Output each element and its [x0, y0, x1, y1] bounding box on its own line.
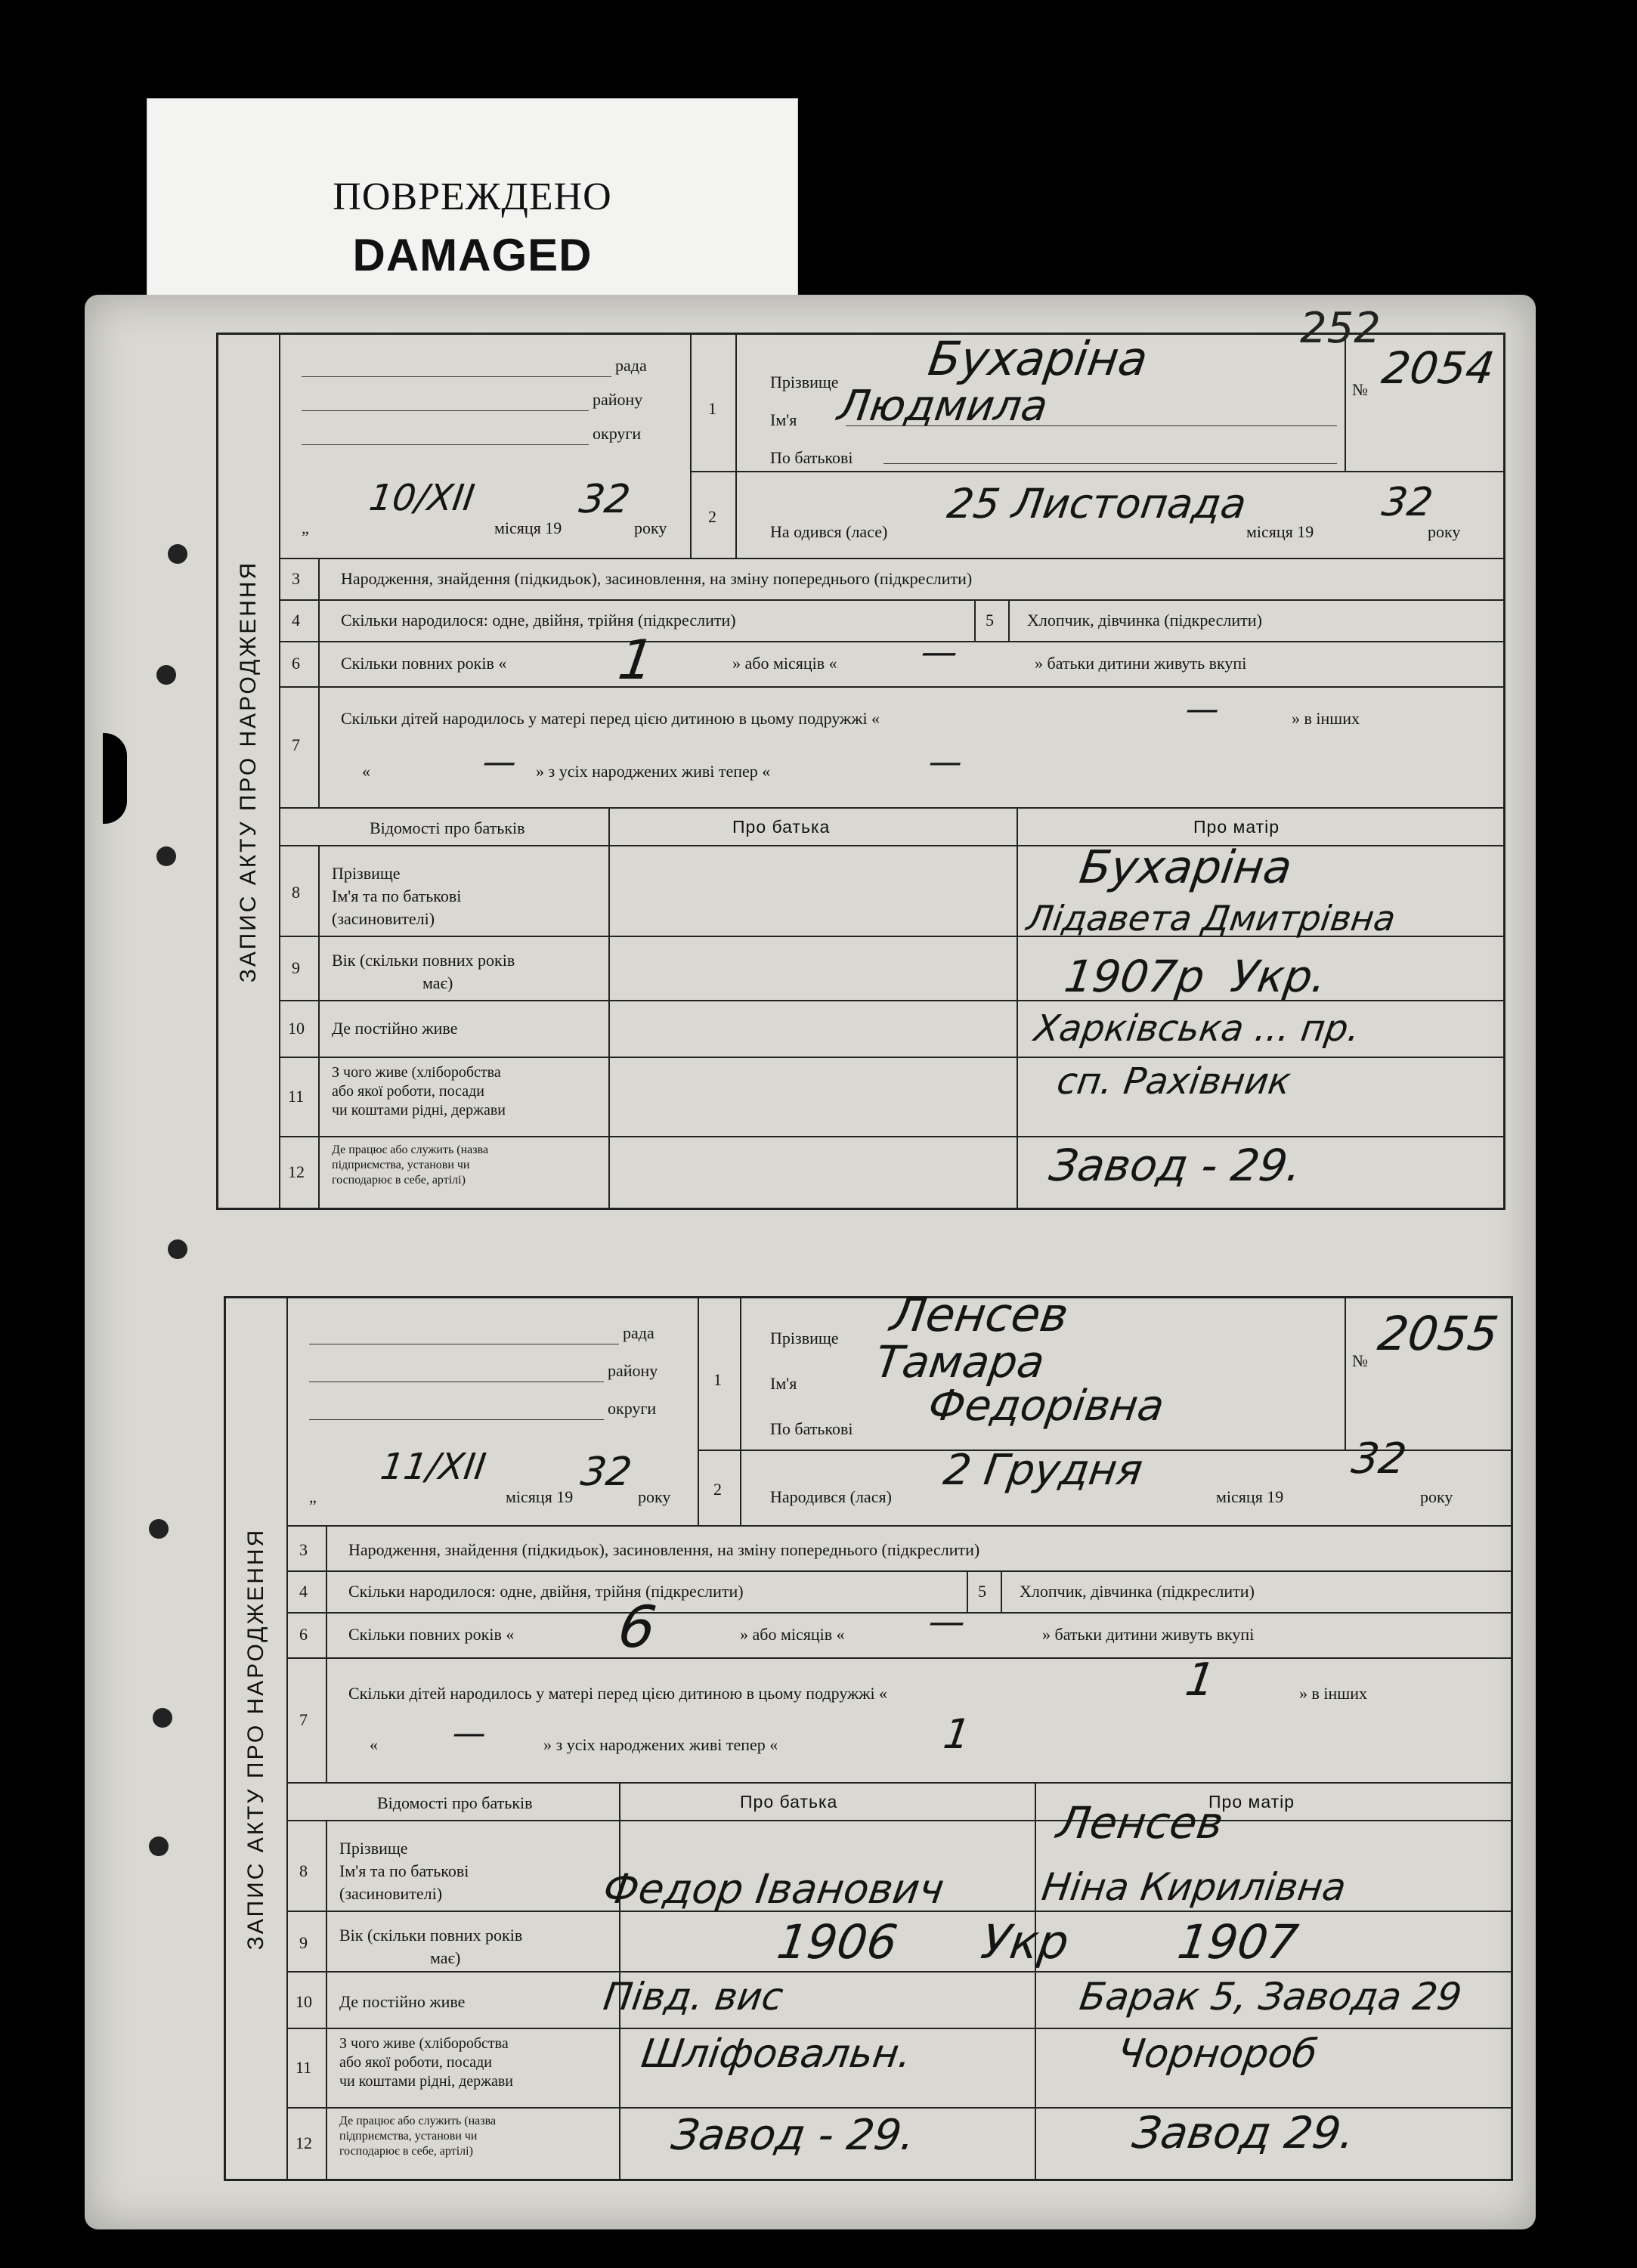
record2-reg-year: 32: [577, 1450, 635, 1495]
record1-birth-date: 25 Листопада: [944, 480, 1250, 528]
punch-hole: [149, 1836, 169, 1856]
record2-father-age: 1906: [773, 1914, 901, 1969]
record1-name: Людмила: [834, 382, 1051, 431]
record2-mother-surname: Ленсев: [1054, 1797, 1227, 1849]
punch-hole: [156, 846, 176, 866]
record2-father-occupation: Шліфовальн.: [638, 2031, 914, 2077]
record1-mother-name: Лідавета Дмитрівна: [1024, 898, 1398, 939]
record-side-title: ЗАПИС АКТУ ПРО НАРОДЖЕННЯ: [226, 1298, 288, 2179]
punch-hole: [168, 1239, 187, 1259]
record2-years-together: 6: [614, 1593, 661, 1660]
record1-number: 2054: [1379, 342, 1498, 394]
torn-edge: [103, 733, 127, 824]
damaged-label-uk: ПОВРЕЖДЕНО: [333, 175, 612, 218]
record1-mother-occupation: сп. Рахівник: [1054, 1060, 1294, 1103]
punch-hole: [168, 544, 187, 564]
record2-father-nationality: Укр: [977, 1914, 1072, 1969]
record2-mother-workplace: Завод 29.: [1129, 2107, 1358, 2158]
record2-birth-year: 32: [1348, 1434, 1410, 1484]
punch-hole: [153, 1708, 172, 1728]
record1-mother-nationality: Укр.: [1227, 951, 1330, 1002]
record2-surname: Ленсев: [887, 1287, 1072, 1342]
birth-record-2054: ЗАПИС АКТУ ПРО НАРОДЖЕННЯ рада району округи „ 10/XII місяця 19 32 року 1 2 Прізвище Бухаріна Ім'я Людмила По батькові № 2054 На одився (ласе) 25 Листопада місяця 19 32 року 3 Народження, знайдення (підкидьок), засиновлення, на зміну попереднього (підкреслити) 4 Скільки народилося: одне, двійня, трійня (підкреслити) 5 Хлопчик, дівчинка (підкреслити) 6 Скільки повних років « 1 » або місяців « — » батьки дитини живуть вкупі 7 Скільки дітей народилось у матері перед цією дитиною в цьому подружжі « — » в інших « — » з усіх народжених живі тепер « — Відомості про батьків Про батька Про матір 8 Прізвище Ім'я та по батькові (засиновителі) 9 Вік (скільки повних років має) 10 Де постійно живе 11 З чого живе (хліборобства або якої роботи, посади чи коштами рідні, держави 12 Де працює або служить (назва підприємства, установи чи господарює в себе, артілі) Бухаріна Лідавета Дмитрівна 1907р Укр. Харківська ... пр. сп. Рахівник Завод - 29.: [216, 333, 1505, 1210]
punch-hole: [149, 1519, 169, 1539]
record1-mother-age: 1907р: [1061, 951, 1208, 1002]
record1-reg-date: 10/XII: [367, 477, 478, 519]
record2-birth-date: 2 Грудня: [940, 1446, 1146, 1495]
record2-mother-occupation: Чорнороб: [1114, 2031, 1320, 2077]
record1-years-together: 1: [614, 628, 658, 692]
damaged-label-en: DAMAGED: [352, 230, 593, 280]
record2-mother-residence: Барак 5, Завода 29: [1076, 1975, 1465, 2019]
record1-mother-surname: Бухаріна: [1076, 841, 1295, 894]
record-side-title: ЗАПИС АКТУ ПРО НАРОДЖЕННЯ: [218, 335, 280, 1208]
punch-hole: [156, 665, 176, 685]
damaged-label: [147, 98, 798, 319]
record2-father-residence: Півд. вис: [600, 1975, 786, 2019]
record2-name: Тамара: [872, 1336, 1048, 1388]
record2-reg-date: 11/XII: [378, 1446, 489, 1488]
record2-patronymic: Федорівна: [925, 1382, 1168, 1431]
record1-birth-year: 32: [1379, 480, 1436, 525]
record2-mother-age: 1907: [1174, 1914, 1301, 1969]
record1-mother-residence: Харківська ... пр.: [1032, 1007, 1363, 1050]
record1-mother-workplace: Завод - 29.: [1046, 1140, 1305, 1191]
record2-mother-name: Ніна Кирилівна: [1038, 1865, 1349, 1909]
record2-father-workplace: Завод - 29.: [668, 2111, 918, 2160]
page-number: 252: [1300, 304, 1381, 353]
birth-record-2055: ЗАПИС АКТУ ПРО НАРОДЖЕННЯ рада району округи „ 11/XII місяця 19 32 року 1 2 Прізвище Ленсев Ім'я Тамара По батькові Федорівна № 2055 Народився (лася) 2 Грудня місяця 19 32 року 3 Народження, знайдення (підкидьок), засиновлення, на зміну попереднього (підкреслити) 4 Скільки народилося: одне, двійня, трійня (підкреслити) 5 Хлопчик, дівчинка (підкреслити) 6 Скільки повних років « 6 » або місяців « — » батьки дитини живуть вкупі 7 Скільки дітей народилось у матері перед цією дитиною в цьому подружжі « 1 » в інших « — » з усіх народжених живі тепер « 1 Відомості про батьків Про батька Про матір 8 Прізвище Ім'я та по батькові (засиновителі) 9 Вік (скільки повних років має) 10 Де постійно живе 11 З чого живе (хліборобства або якої роботи, посади чи коштами рідні, держави 12 Де працює або служить (назва підприємства, установи чи господарює в себе, артілі) Федор Іванович 1906 Укр Півд. вис Шліфовальн. Завод - 29. Ленсев Ніна Кирилівна 1907 Барак 5, Завода 29 Чорнороб Завод 29.: [224, 1296, 1513, 2181]
record1-reg-year: 32: [576, 477, 633, 522]
record1-surname: Бухаріна: [924, 331, 1152, 386]
record2-number: 2055: [1374, 1306, 1502, 1361]
record2-father-name: Федор Іванович: [600, 1865, 947, 1913]
